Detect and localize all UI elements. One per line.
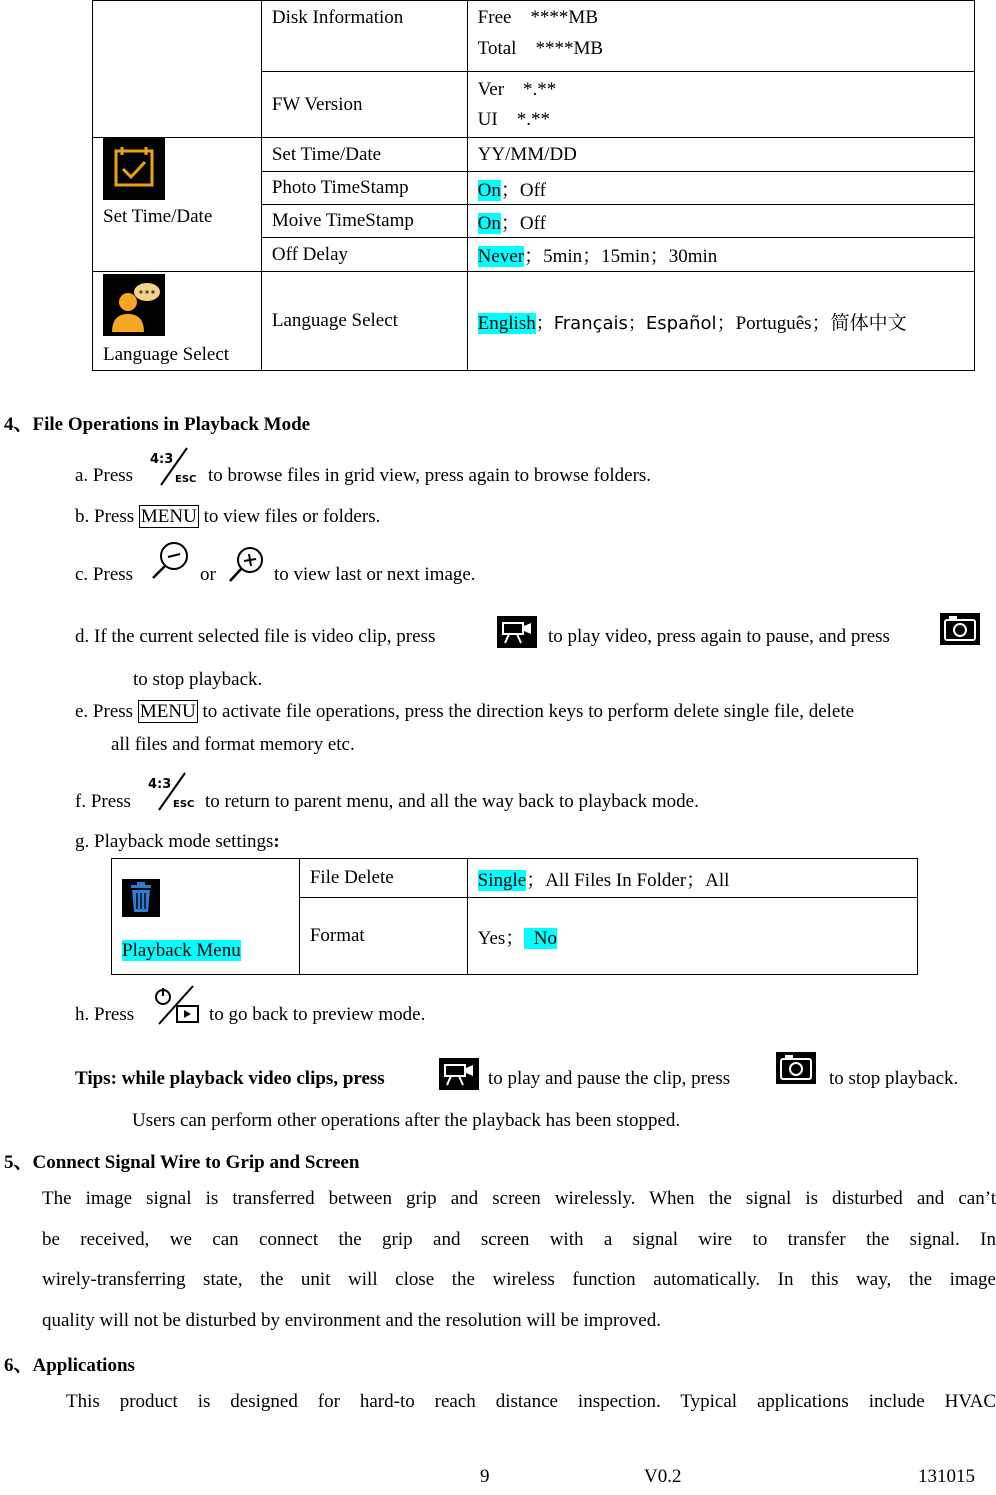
document-date: 131015 bbox=[918, 1466, 975, 1487]
settings-table bbox=[92, 0, 975, 371]
empty-group-cell bbox=[93, 1, 262, 138]
menu-key: MENU bbox=[139, 701, 196, 722]
item-f-post: to return to parent menu, and all the way back to playback mode. bbox=[205, 791, 699, 812]
format-yes: Yes； bbox=[477, 927, 525, 949]
photo-timestamp-label: Photo TimeStamp bbox=[261, 172, 467, 205]
section-4-heading: 4、File Operations in Playback Mode bbox=[4, 414, 311, 435]
movie-timestamp-options: ；Off bbox=[500, 212, 546, 234]
item-b bbox=[75, 506, 380, 528]
fw-version-value bbox=[467, 72, 974, 138]
item-d-mid: to play video, press again to pause, and press bbox=[548, 626, 890, 647]
fw-version-label: FW Version bbox=[261, 72, 467, 138]
photo-timestamp-options: ；Off bbox=[500, 179, 546, 201]
tips-post: to stop playback. bbox=[829, 1068, 959, 1089]
document-version: V0.2 bbox=[644, 1466, 682, 1487]
playback-group-cell bbox=[112, 859, 300, 975]
svg-text:ESC: ESC bbox=[173, 799, 195, 810]
photo-camera-icon bbox=[776, 1052, 816, 1084]
item-d-pre: d. If the current selected file is video clip, press bbox=[75, 626, 436, 647]
item-f-pre: f. Press bbox=[75, 791, 131, 812]
esc-icon bbox=[149, 446, 197, 486]
item-h-post: to go back to preview mode. bbox=[209, 1004, 426, 1025]
esc-icon bbox=[147, 771, 195, 811]
svg-text:4:3: 4:3 bbox=[150, 452, 174, 467]
section-6-line-1: This product is designed for hard-to reach distance inspection. Typical applications include HVAC bbox=[66, 1391, 996, 1412]
item-a-pre: a. Press bbox=[75, 465, 134, 486]
item-c-or: or bbox=[200, 564, 216, 585]
fw-ui: UI *.** bbox=[477, 108, 550, 130]
zoom-out-icon bbox=[150, 540, 192, 582]
item-g bbox=[75, 831, 280, 853]
language-options-fr-es: ；Français；Español bbox=[535, 312, 717, 334]
tips-mid: to play and pause the clip, press bbox=[488, 1068, 731, 1089]
disk-total: Total ****MB bbox=[477, 38, 604, 59]
format-no-selected: No bbox=[524, 927, 558, 949]
zoom-in-icon bbox=[228, 546, 266, 584]
photo-timestamp-selected: On bbox=[477, 179, 501, 201]
movie-timestamp-value bbox=[467, 205, 974, 238]
section-6-heading: 6、Applications bbox=[4, 1355, 135, 1376]
svg-text:ESC: ESC bbox=[175, 474, 197, 485]
trash-icon bbox=[122, 879, 160, 917]
playback-group-label: Playback Menu bbox=[122, 940, 241, 961]
item-c-pre: c. Press bbox=[75, 564, 134, 585]
page-number: 9 bbox=[480, 1466, 490, 1487]
photo-camera-icon bbox=[940, 613, 980, 645]
video-play-icon bbox=[439, 1058, 479, 1090]
time-group-cell bbox=[93, 138, 262, 272]
item-b-pre: b. Press bbox=[75, 506, 135, 527]
off-delay-label: Off Delay bbox=[261, 238, 467, 272]
file-delete-label: File Delete bbox=[299, 859, 467, 898]
item-b-post: to view files or folders. bbox=[203, 506, 381, 527]
power-playback-icon bbox=[151, 984, 201, 1026]
item-c-post: to view last or next image. bbox=[274, 564, 476, 585]
section-5-heading: 5、Connect Signal Wire to Grip and Screen bbox=[4, 1152, 360, 1173]
svg-text:4:3: 4:3 bbox=[148, 777, 172, 792]
file-delete-selected: Single bbox=[477, 869, 527, 891]
section-5-line-4: quality will not be disturbed by environment and the resolution will be improved. bbox=[42, 1310, 661, 1331]
language-options-rest: ；Português；简体中文 bbox=[716, 312, 907, 334]
language-select-value bbox=[467, 272, 974, 371]
file-delete-value bbox=[467, 859, 917, 898]
menu-key: MENU bbox=[140, 506, 197, 527]
item-a bbox=[75, 465, 133, 487]
disk-info-label: Disk Information bbox=[261, 1, 467, 72]
file-delete-options: ；All Files In Folder；All bbox=[526, 869, 730, 891]
disk-free: Free ****MB bbox=[477, 7, 598, 28]
item-e-post: to activate file operations, press the direction keys to perform delete single file, delete bbox=[202, 701, 855, 722]
section-5-line-1: The image signal is transferred between grip and screen wirelessly. When the signal is disturbed and can’t bbox=[42, 1188, 996, 1209]
off-delay-selected: Never bbox=[477, 246, 525, 267]
language-selected: English bbox=[477, 312, 536, 334]
section-5-line-3: wirely-transferring state, the unit will close the wireless function automatically. In this way, the image bbox=[42, 1269, 996, 1290]
movie-timestamp-label: Moive TimeStamp bbox=[261, 205, 467, 238]
language-group-cell bbox=[93, 272, 262, 371]
playback-settings-table bbox=[111, 858, 918, 975]
set-time-value: YY/MM/DD bbox=[467, 138, 974, 172]
video-play-icon bbox=[497, 616, 537, 648]
tips-bold: Tips: while playback video clips, press bbox=[75, 1068, 385, 1089]
set-time-label: Set Time/Date bbox=[261, 138, 467, 172]
item-e bbox=[75, 701, 854, 723]
item-h-pre: h. Press bbox=[75, 1004, 135, 1025]
item-d-cont: to stop playback. bbox=[133, 669, 263, 690]
format-label: Format bbox=[299, 898, 467, 975]
language-group-label: Language Select bbox=[103, 344, 230, 365]
movie-timestamp-selected: On bbox=[477, 212, 501, 234]
off-delay-options: ；5min；15min；30min bbox=[524, 246, 718, 267]
language-select-label: Language Select bbox=[261, 272, 467, 371]
item-a-post: to browse files in grid view, press again to browse folders. bbox=[208, 465, 652, 486]
disk-info-value bbox=[467, 1, 974, 72]
person-speech-icon bbox=[103, 274, 165, 336]
time-group-label: Set Time/Date bbox=[103, 206, 213, 227]
clock-check-icon bbox=[103, 138, 165, 200]
item-g-colon: : bbox=[273, 831, 280, 852]
section-5-line-2: be received, we can connect the grip and screen with a signal wire to transfer the signal. In bbox=[42, 1229, 996, 1250]
tips-cont: Users can perform other operations after the playback has been stopped. bbox=[132, 1110, 681, 1131]
item-g-text: g. Playback mode settings bbox=[75, 831, 274, 852]
item-e-cont: all files and format memory etc. bbox=[111, 734, 355, 755]
photo-timestamp-value bbox=[467, 172, 974, 205]
off-delay-value bbox=[467, 238, 974, 272]
fw-ver: Ver *.** bbox=[477, 78, 557, 100]
item-e-pre: e. Press bbox=[75, 701, 134, 722]
format-value bbox=[467, 898, 917, 975]
